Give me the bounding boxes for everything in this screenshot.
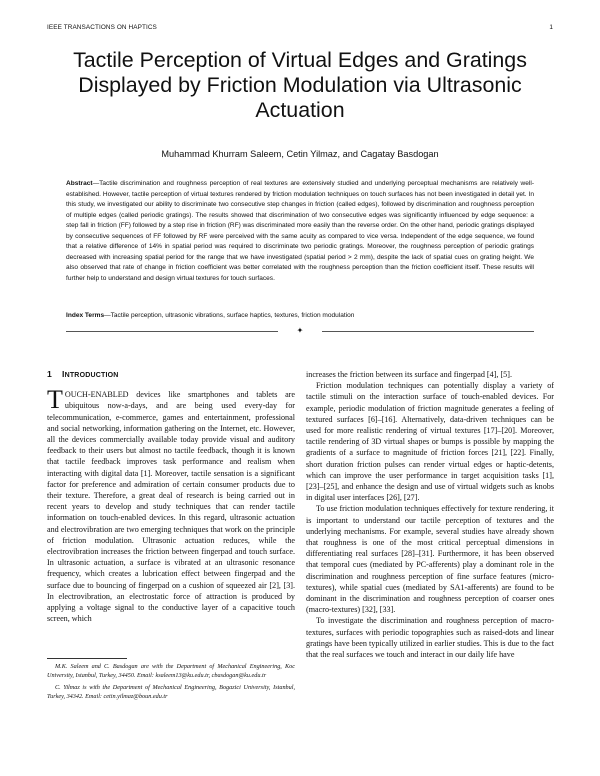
abstract [66,179,534,284]
divider-line-left [66,331,278,332]
index-terms [66,311,534,321]
footnote-2 [47,683,295,701]
divider-ornament-icon: ✦ [296,326,304,335]
paper-title: Tactile Perception of Virtual Edges and Gratings Displayed by Friction Modulation via Ultrasonic Actuation [73,48,527,122]
paragraph-friction-modulation: Friction modulation techniques can potentially display a variety of tactile stimuli on the interaction surface of touch-enabled devices. For example, periodic modulation of friction magnitude generates a feeling of textured surfaces [6]–[16]. Alternatively, data-driven techniques can be used for more realistic rendering of virtual textures [17]–[20]. Moreover, tactile rendering of 3D virtual shapes or bumps is possible by mapping the gradients of a surface to magnitude of friction forces [21], [22]. Finally, short duration friction pulses can render virtual edges or haptic-detents, which can improve the user performance in target acquisition tasks [1], [23]–[25], and enhance the design and use of virtual widgets such as knobs in digital user interfaces [26], [27]. [306,381,554,503]
intro-paragraph-text: devices like smartphones and tablets are ubiquitous now-a-days, and are being used every-day for telecommunication, e-commerce, games and entertainment, professional and social networking, information gathering on the Internet, etc. However, all the devices commercially available today provide visual and auditory feedback to their users but almost no tactile feedback, though it is known that tactile feedback improves task performance and realism when interacting with digital data [1]. Moreover, tactile sensation is a significant factor for preference and admiration of certain consumer products due to their texture. Therefore, a great deal of research is being carried out in recent years to develop and study techniques that can render tactile information on touch-enabled devices. In this regard, ultrasonic actuation and electrovibration are two emerging techniques that work on the principle of friction modulation. Ultrasonic actuation reduces, while the electrovibration increases the friction between fingerpad and touch surface. In ultrasonic actuation, a surface is vibrated at an ultrasonic resonance frequency, which creates a lubrication effect between fingerpad and the surface due to bouncing of fingerpad on a cushion of squeezed air [2], [3]. In electrovibration, an electrostatic force of attraction is produced by applying a voltage signal to the conductive layer of a capacitive touch screen, which [47,390,295,624]
paragraph-texture-rendering: To use friction modulation techniques effectively for texture rendering, it is important to understand our tactile perception of textures and the underlying mechanisms. For example, several studies have already shown that roughness is one of the most critical perceptual dimensions in differentiating real surfaces [28]–[31]. Furthermore, it has been observed that temporal cues (mediated by PC-afferents) play a dominant role in the discrimination and roughness perception of fine surface features (micro-textures), while spatial cues (mediated by SA1-afferents) are found to be dominant in the discrimination and roughness perception of coarser ones (macro-textures) [32], [33]. [306,504,554,615]
section-heading [47,369,295,381]
column-left [47,369,295,624]
footnote-1-text: M.K. Saleem and C. Basdogan are with the Department of Mechanical Engineering, Koc University, Istanbul, Turkey, 34450. Email: ksaleem13@ku.edu.tr, cbasdogan@ku.edu.tr [47,663,295,679]
journal-name: IEEE TRANSACTIONS ON HAPTICS [47,24,157,31]
section-title-initial: I [61,369,65,379]
section-number: 1 [47,369,52,379]
paragraph-macro-textures: To investigate the discrimination and roughness perception of macro-textures, surfaces with periodic topographies such as raised-dots and linear gratings have been typically utilized in earlier studies. This is due to the fact that the real surfaces we touch and interact in our daily life have [306,616,554,660]
running-header [47,24,553,36]
section-divider [66,327,534,335]
footnote-2-text: C. Yilmaz is with the Department of Mechanical Engineering, Bogazici University, Istanbul, Turkey, 34342. Email: cetin.yilmaz@boun.edu.tr [47,684,295,700]
column-right [306,369,554,660]
abstract-label: Abstract [66,180,93,187]
author-list: Muhammad Khurram Saleem, Cetin Yilmaz, and Cagatay Basdogan [161,149,439,159]
drop-cap: T [47,385,63,415]
lead-smallcaps: OUCH-ENABLED [64,390,129,400]
abstract-text: —Tactile discrimination and roughness perception of real textures are extensively studied and underlying perceptual mechanisms are relatively well-established. However, tactile perception of virtual textures rendered by friction modulation techniques on touch surfaces has not been investigated in detail yet. In this study, we investigated our ability to discriminate two consecutive step changes in friction (called edges), followed by discrimination and roughness perception of multiple edges (called periodic gratings). The results showed that discrimination of two consecutive edges was significantly influenced by edge sequence: a step fall in friction (FF) followed by a step rise in friction (RF) was discriminated more easily than the reverse order. On the other hand, periodic gratings displayed by consecutive sequences of FF followed by RF were perceived with the same acuity as compared to vice versa. Independent of the edge sequence, we found that a relative difference of 14% in spatial period was required to discriminate two periodic gratings. Moreover, the roughness perception of periodic gratings decreased with increasing spatial period for the range that we have investigated (spatial period > 2 mm), despite the lack of spatial cues on grating height. We also observed that rate of change in friction coefficient was better correlated with the roughness perception than the friction coefficient itself. These results will further help to understand and design virtual textures for touch surfaces. [66,180,534,282]
paragraph-continued: increases the friction between its surface and fingerpad [4], [5]. [306,370,512,379]
section-title-rest: NTRODUCTION [64,372,119,379]
index-terms-text: —Tactile perception, ultrasonic vibrations, surface haptics, textures, friction modulation [104,312,355,319]
index-terms-label: Index Terms [66,312,105,319]
divider-line-right [322,331,534,332]
page-number: 1 [549,24,553,31]
footnote-1 [47,662,295,680]
intro-paragraph [47,385,295,624]
footnote-rule [47,658,127,659]
footnotes [47,662,295,704]
